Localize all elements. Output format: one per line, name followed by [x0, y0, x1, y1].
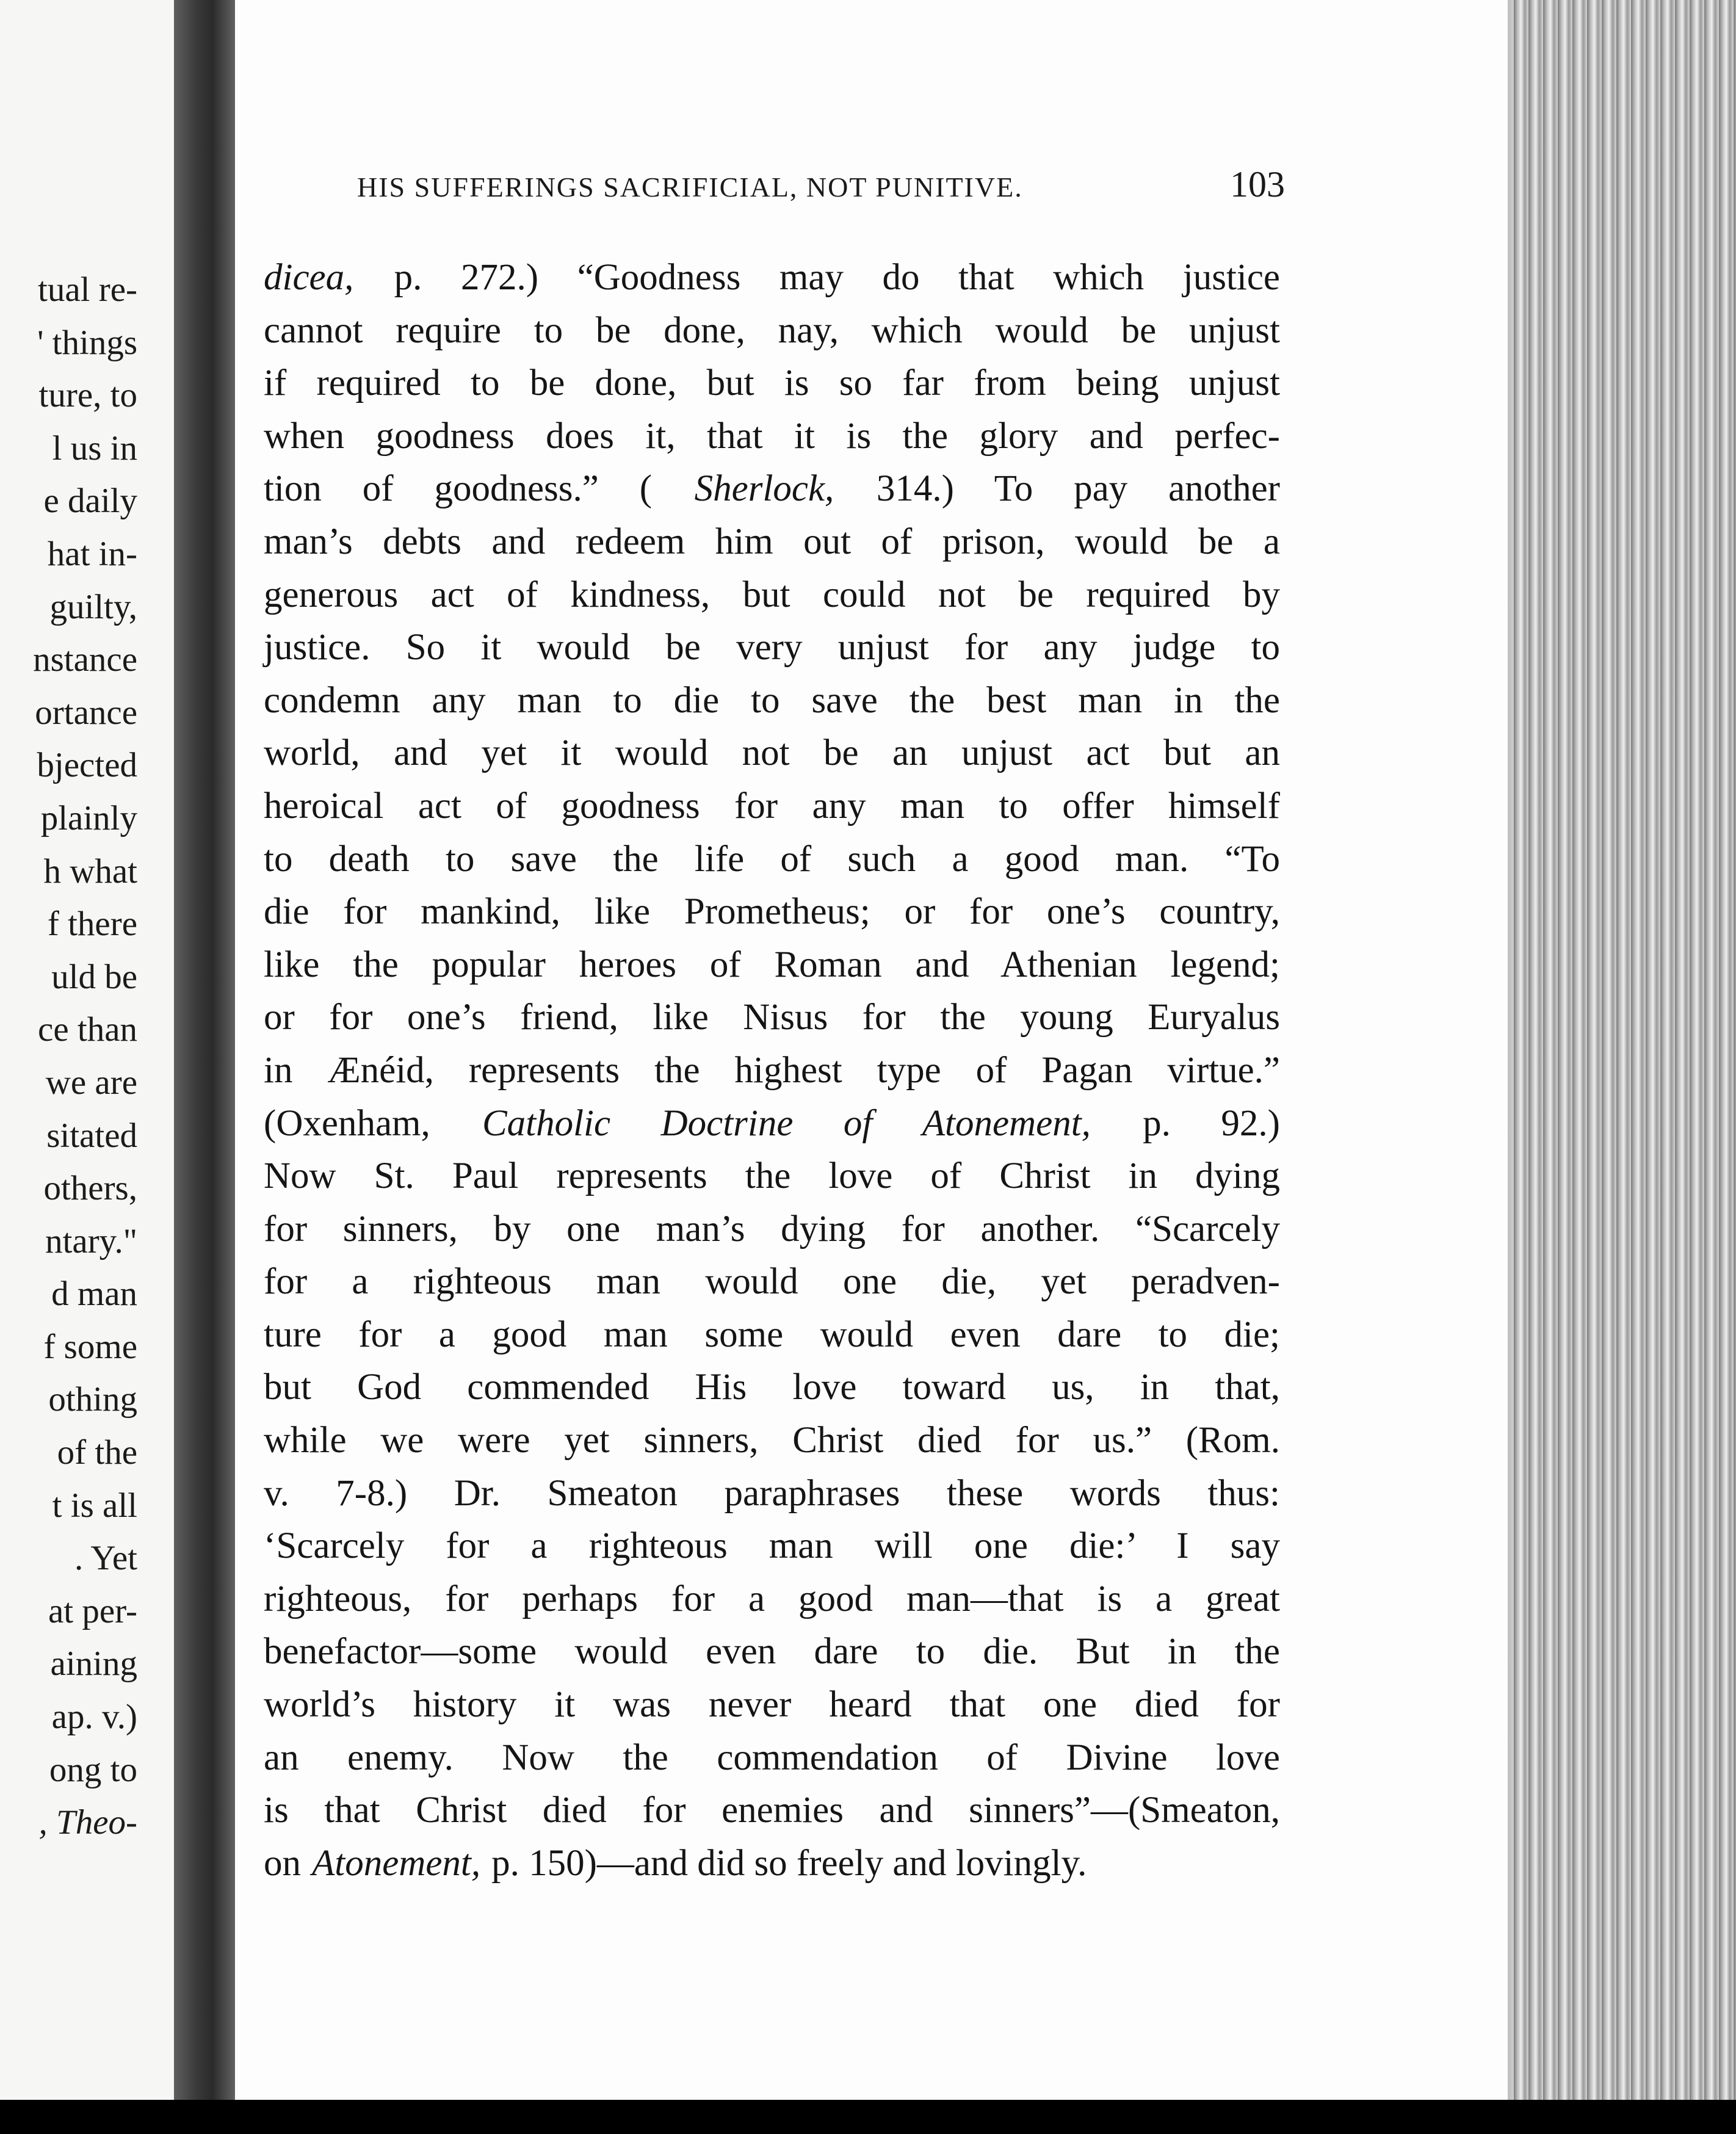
book-gutter: [174, 0, 238, 2134]
running-head: HIS SUFFERINGS SACRIFICIAL, NOT PUNITIVE.: [357, 172, 1023, 203]
text-segment: on: [264, 1842, 301, 1884]
text-segment: p. 272.) “Goodness may do that which justice: [394, 257, 1280, 298]
text-line: [264, 1044, 1280, 1098]
italic-segment: Sherlock,: [694, 468, 834, 510]
left-page-line: ' things: [37, 323, 137, 362]
left-page-line: ture, to: [38, 376, 137, 415]
book-page-edges: [1514, 0, 1736, 2134]
text-line: [264, 939, 1280, 992]
text-segment: man’s debts and redeem him out of prison, would be a: [264, 521, 1280, 562]
left-page-line: others,: [43, 1169, 137, 1208]
left-page-line: d man: [51, 1275, 137, 1314]
left-page-line: aining: [50, 1644, 137, 1684]
left-page-line: nstance: [33, 640, 137, 679]
text-line: [264, 1098, 1280, 1151]
text-line: [264, 1784, 1280, 1837]
text-segment: condemn any man to die to save the best man in the: [264, 679, 1280, 721]
left-page-line: f some: [43, 1327, 137, 1366]
text-segment: heroical act of goodness for any man to offer himself: [264, 785, 1280, 826]
text-segment: for a righteous man would one die, yet peradven-: [264, 1261, 1280, 1303]
left-page-line: l us in: [52, 429, 137, 468]
text-line: [264, 991, 1280, 1044]
text-line: [264, 675, 1280, 728]
text-segment: world’s history it was never heard that one died for: [264, 1684, 1280, 1726]
text-segment: Now St. Paul represents the love of Christ in dying: [264, 1156, 1280, 1197]
text-line: [264, 780, 1280, 833]
text-line: [264, 1467, 1280, 1521]
text-segment: cannot require to be done, nay, which would be unjust: [264, 309, 1280, 351]
text-segment: v. 7-8.) Dr. Smeaton paraphrases these words thus:: [264, 1472, 1280, 1514]
text-line: [264, 305, 1280, 358]
italic-segment: Catholic Doctrine of Atonement,: [482, 1102, 1091, 1144]
text-line: [264, 357, 1280, 410]
left-page-line: sitated: [46, 1116, 137, 1155]
body-text: [264, 251, 1280, 1890]
text-segment: justice. So it would be very unjust for any judge to: [264, 627, 1280, 668]
page-number: 103: [1230, 164, 1285, 204]
text-line: [264, 1837, 1280, 1890]
text-segment: (Oxenham,: [264, 1102, 430, 1144]
left-page-line: f there: [47, 905, 137, 944]
text-segment: if required to be done, but is so far from being unjust: [264, 363, 1280, 404]
text-segment: p. 150)—and did so freely and lovingly.: [491, 1842, 1087, 1884]
text-segment: tion of goodness.” (: [264, 468, 653, 510]
left-page-line: ap. v.): [51, 1698, 137, 1737]
text-segment: die for mankind, like Prometheus; or for one’s country,: [264, 891, 1280, 933]
left-page-line: h what: [43, 852, 137, 891]
text-segment: generous act of kindness, but could not be required by: [264, 574, 1280, 615]
text-line: [264, 251, 1280, 305]
left-page-line: . Yet: [74, 1539, 137, 1578]
left-page-line: othing: [48, 1380, 137, 1419]
text-segment: ‘Scarcely for a righteous man will one die:’ I say: [264, 1525, 1280, 1567]
text-segment: p. 92.): [1143, 1102, 1280, 1144]
text-segment: an enemy. Now the commendation of Divine love: [264, 1737, 1280, 1778]
left-page-line: , Theo-: [38, 1803, 137, 1842]
text-line: [264, 621, 1280, 675]
text-line: [264, 833, 1280, 886]
text-segment: but God commended His love toward us, in that,: [264, 1367, 1280, 1408]
left-page-line: ortance: [35, 693, 137, 732]
left-page-line: e daily: [43, 482, 137, 521]
left-page-line: ntary.": [45, 1221, 137, 1261]
text-segment: for sinners, by one man’s dying for another. “Scarcely: [264, 1208, 1280, 1250]
text-line: [264, 886, 1280, 939]
text-line: [264, 1732, 1280, 1785]
left-page-line: we are: [45, 1063, 137, 1102]
text-line: [264, 1203, 1280, 1256]
text-line: [264, 1414, 1280, 1467]
text-segment: world, and yet it would not be an unjust act but an: [264, 732, 1280, 774]
text-segment: in Ænéid, represents the highest type of Pagan virtue.”: [264, 1049, 1280, 1091]
text-segment: 314.) To pay another: [876, 468, 1280, 510]
text-segment: righteous, for perhaps for a good man—that is a great: [264, 1578, 1280, 1619]
left-page-line: uld be: [51, 957, 137, 996]
text-segment: while we were yet sinners, Christ died for us.” (Rom.: [264, 1420, 1280, 1461]
text-segment: benefactor—some would even dare to die. But in the: [264, 1631, 1280, 1673]
text-segment: like the popular heroes of Roman and Athenian legend;: [264, 944, 1280, 985]
text-line: [264, 1520, 1280, 1573]
left-page-line: tual re-: [38, 270, 137, 309]
text-line: [264, 1573, 1280, 1626]
text-segment: to death to save the life of such a good man. “To: [264, 838, 1280, 880]
text-segment: when goodness does it, that it is the glory and perfec-: [264, 415, 1280, 457]
italic-segment: dicea,: [264, 257, 354, 298]
left-page-line: at per-: [48, 1591, 137, 1630]
text-line: [264, 569, 1280, 622]
left-page-line: guilty,: [49, 587, 137, 626]
text-line: [264, 1150, 1280, 1203]
text-line: [264, 410, 1280, 463]
left-page-line: t is all: [52, 1486, 137, 1525]
left-page-line: ce than: [38, 1010, 137, 1049]
text-segment: ture for a good man some would even dare to die;: [264, 1314, 1280, 1355]
italic-segment: Atonement,: [312, 1842, 481, 1884]
text-line: [264, 1309, 1280, 1362]
left-page-text: [0, 264, 137, 1850]
scan-border: [0, 2100, 1736, 2134]
text-segment: is that Christ died for enemies and sinners”—(Smeaton,: [264, 1790, 1280, 1831]
text-line: [264, 1626, 1280, 1679]
left-page-line: hat in-: [47, 534, 137, 573]
text-line: [264, 1679, 1280, 1732]
left-page-line: ong to: [49, 1750, 137, 1789]
text-line: [264, 463, 1280, 516]
text-line: [264, 1256, 1280, 1309]
text-line: [264, 1361, 1280, 1414]
text-line: [264, 727, 1280, 780]
left-page-line: bjected: [37, 746, 137, 785]
left-page-line: plainly: [40, 798, 137, 837]
text-segment: or for one’s friend, like Nisus for the young Euryalus: [264, 997, 1280, 1038]
text-line: [264, 516, 1280, 569]
left-page: [0, 0, 183, 2134]
left-page-line: of the: [57, 1433, 137, 1472]
